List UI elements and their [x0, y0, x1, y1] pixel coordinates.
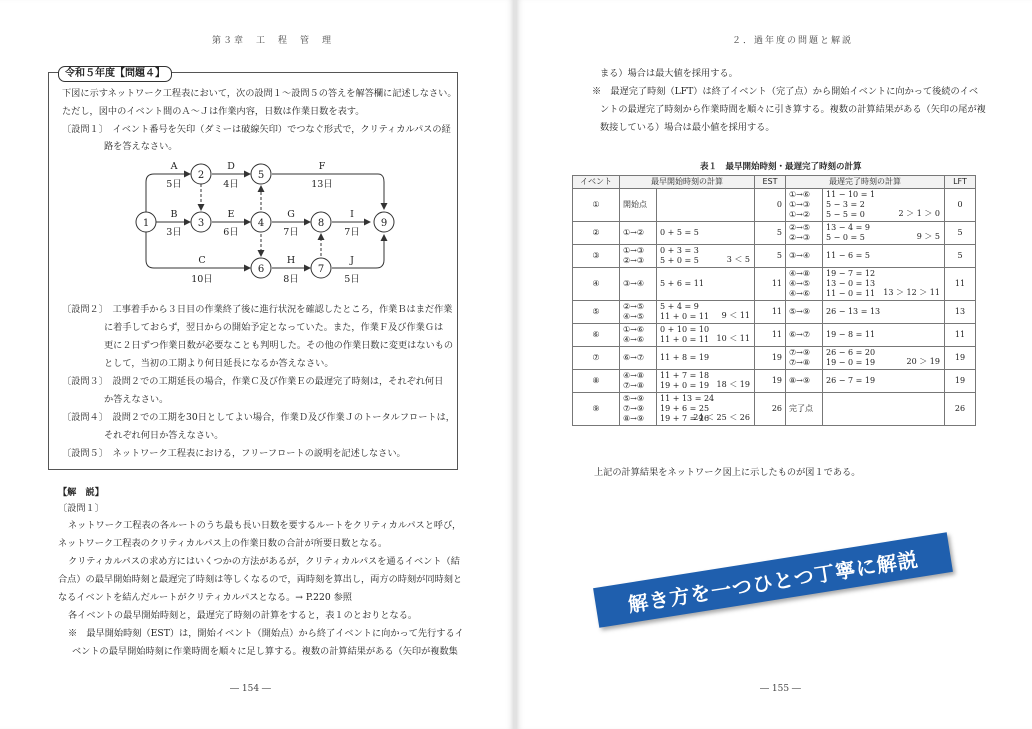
sol-line-1: ネットワーク工程表の各ルートのうち最も長い日数を要するルートをクリティカルパスと呼び， — [68, 520, 462, 531]
col-est: EST — [755, 176, 786, 189]
node-4-label: 4 — [257, 218, 265, 229]
act-A-name: A — [170, 161, 178, 172]
act-J-name: J — [350, 255, 354, 266]
lft-expr: 26 − 6 = 20 — [826, 348, 876, 357]
cell-lft-expr — [823, 393, 945, 426]
q3-line-1: 〔設問３〕 設問２での工期延長の場合，作業Ｃ及び作業Ｅの最遅完了時刻は，それぞれ何日 — [62, 376, 444, 387]
cell-lft-path — [786, 245, 823, 268]
table-row — [573, 393, 976, 426]
lft-path: ⑥→⑦ — [789, 330, 811, 339]
q1-line-1: 〔設問１〕 イベント番号を矢印（ダミーは破線矢印）でつなぐ形式で，クリティカルパスの経 — [62, 124, 451, 135]
left-running-header: 第３章 工 程 管 理 — [212, 36, 334, 46]
act-F-dur: 13日 — [311, 179, 333, 190]
lft-path: ②→③ — [789, 233, 811, 242]
cell-lft-path — [786, 370, 823, 393]
node-2-label: 2 — [197, 170, 205, 181]
est-path: ③→④ — [623, 279, 645, 288]
cell-est-expr — [657, 301, 755, 324]
lft-path: ②→⑤ — [789, 223, 811, 232]
promo-banner-text: 解き方を一つひとつ丁寧に解説 — [626, 546, 921, 617]
cell-est-expr — [657, 268, 755, 301]
cell-est-calc — [620, 324, 657, 347]
right-para-2: ※ 最遅完了時刻（LFT）は終了イベント（完了点）から開始イベントに向かって後続のイベ — [592, 86, 979, 97]
table-title: 表１ 最早開始時刻・最遅完了時刻の計算 — [700, 162, 862, 172]
est-path: ④→⑤ — [623, 312, 645, 321]
act-F-name: F — [318, 161, 326, 172]
q5-line-1: 〔設問５〕 ネットワーク工程表における，フリーフロートの説明を記述しなさい。 — [62, 448, 406, 459]
est-path: ①→③ — [623, 246, 645, 255]
node-3-label: 3 — [197, 218, 205, 229]
cell-lft-path — [786, 324, 823, 347]
est-compare: 3 ＜ 5 — [726, 255, 750, 264]
edge-J — [332, 235, 384, 268]
lft-path: ①→② — [789, 210, 811, 219]
cell-lft-expr — [823, 189, 945, 222]
act-H-dur: 8日 — [283, 274, 299, 285]
est-expr: 19 + 7 = 26 — [660, 414, 710, 423]
cell-lft-path — [786, 268, 823, 301]
cell-event: ⑥ — [573, 324, 620, 347]
cell-lft-expr — [823, 245, 945, 268]
calc-table — [572, 175, 976, 426]
cell-est-expr — [657, 245, 755, 268]
cell-event: ③ — [573, 245, 620, 268]
q2-line-4: として，当初の工期より何日延長になるか答えなさい。 — [104, 358, 334, 369]
table-row — [573, 222, 976, 245]
table-row — [573, 245, 976, 268]
est-expr: 19 + 0 = 19 — [660, 381, 710, 390]
act-B-name: B — [170, 209, 178, 220]
act-I-dur: 7日 — [344, 227, 360, 238]
est-path: ①→② — [623, 228, 645, 237]
cell-lft-expr — [823, 301, 945, 324]
est-expr: 5 + 0 = 5 — [660, 256, 699, 265]
est-expr: 11 + 0 = 11 — [660, 312, 710, 321]
lft-expr: 11 − 10 = 1 — [826, 190, 876, 199]
est-path: ⑦→⑧ — [623, 381, 645, 390]
lft-expr: 11 − 0 = 11 — [826, 289, 876, 298]
cell-est: 19 — [755, 370, 786, 393]
node-6-label: 6 — [257, 264, 265, 275]
act-I-name: I — [350, 209, 354, 220]
cell-est-expr — [657, 222, 755, 245]
network-diagram — [120, 152, 410, 292]
col-event: イベント — [573, 176, 620, 189]
cell-lft-expr — [823, 222, 945, 245]
est-expr: 0 + 10 = 10 — [660, 325, 710, 334]
lft-expr: 5 − 0 = 5 — [826, 233, 865, 242]
cell-event: ⑤ — [573, 301, 620, 324]
right-para-3: ントの最遅完了時刻から作業時間を順々に引き算する。複数の計算結果がある（矢印の尾が複 — [600, 104, 986, 115]
lft-path: ④→⑥ — [789, 289, 811, 298]
est-path: ①→⑥ — [623, 325, 645, 334]
solution-sub: 〔設問１〕 — [58, 503, 104, 514]
lft-path: ③→④ — [789, 251, 811, 260]
problem-tag: 令和５年度【問題４】 — [58, 66, 172, 82]
lft-expr: 19 − 8 = 11 — [826, 330, 876, 339]
cell-lft: 5 — [945, 222, 976, 245]
cell-lft-path — [786, 301, 823, 324]
cell-est-calc — [620, 393, 657, 426]
sol-line-8: ベントの最早開始時刻に作業時間を順々に足し算する。複数の計算結果がある（矢印が複数集 — [72, 646, 458, 657]
cell-lft: 11 — [945, 324, 976, 347]
node-9-label: 9 — [380, 218, 388, 229]
act-G-name: G — [287, 209, 295, 220]
act-C-dur: 10日 — [191, 274, 213, 285]
table-row — [573, 301, 976, 324]
cell-lft-expr — [823, 370, 945, 393]
lft-path: ⑦→⑨ — [789, 348, 811, 357]
cell-est-expr — [657, 393, 755, 426]
sol-line-2: ネットワーク工程表のクリティカルパス上の作業日数の合計が所要日数となる。 — [58, 538, 388, 549]
lft-expr: 5 − 5 = 0 — [826, 210, 865, 219]
cell-lft-path — [786, 393, 823, 426]
lft-compare: 13 ＞ 12 ＞ 11 — [883, 288, 940, 297]
lft-path: 完了点 — [789, 404, 813, 413]
table-row — [573, 347, 976, 370]
cell-est-expr — [657, 189, 755, 222]
cell-lft: 0 — [945, 189, 976, 222]
q4-line-2: それぞれ何日か答えなさい。 — [104, 430, 224, 441]
cell-lft: 19 — [945, 347, 976, 370]
lft-expr: 13 − 0 = 13 — [826, 279, 876, 288]
est-path: 開始点 — [623, 200, 647, 209]
est-path: ④→⑥ — [623, 335, 645, 344]
est-expr: 5 + 4 = 9 — [660, 302, 699, 311]
cell-est: 5 — [755, 245, 786, 268]
table-row — [573, 370, 976, 393]
lft-path: ①→③ — [789, 200, 811, 209]
right-para-4: 数接している）場合は最小値を採用する。 — [600, 122, 775, 133]
cell-est-calc — [620, 222, 657, 245]
est-expr: 11 + 13 = 24 — [660, 394, 715, 403]
cell-est-calc — [620, 189, 657, 222]
after-table-text: 上記の計算結果をネットワーク図上に示したものが図１である。 — [594, 467, 861, 478]
cell-est-calc — [620, 347, 657, 370]
est-compare: 10 ＜ 11 — [716, 334, 750, 343]
act-C-name: C — [198, 255, 206, 266]
lft-compare: 9 ＞ 5 — [916, 232, 940, 241]
q2-line-3: 更に２日ずつ作業日数が必要なことも判明した。その他の作業日数に変更はないもの — [104, 340, 454, 351]
node-7-label: 7 — [317, 264, 325, 275]
lft-path: ④→⑤ — [789, 279, 811, 288]
est-expr: 0 + 3 = 3 — [660, 246, 699, 255]
est-path: ④→⑧ — [623, 371, 645, 380]
q2-line-1: 〔設問２〕 工事着手から３日目の作業終了後に進行状況を確認したところ，作業Ｂはまだ作業 — [62, 304, 453, 315]
q2-line-2: に着手しておらず，翌日からの開始予定となっていた。また，作業Ｆ及び作業Ｇは — [104, 322, 444, 333]
act-B-dur: 3日 — [166, 227, 182, 238]
lft-compare: 20 ＞ 19 — [906, 357, 940, 366]
act-A-dur: 5日 — [166, 179, 182, 190]
cell-est: 26 — [755, 393, 786, 426]
est-expr: 5 + 6 = 11 — [660, 279, 704, 288]
cell-lft-expr — [823, 268, 945, 301]
est-path: ②→③ — [623, 256, 645, 265]
sol-line-3: クリティカルパスの求め方にはいくつかの方法があるが，クリティカルパスを通るイベント（結 — [68, 556, 460, 567]
cell-est: 5 — [755, 222, 786, 245]
right-para-1: まる）場合は最大値を採用する。 — [600, 68, 738, 79]
cell-event: ⑦ — [573, 347, 620, 370]
lft-expr: 11 − 6 = 5 — [826, 251, 870, 260]
cell-est-expr — [657, 324, 755, 347]
book-spine — [513, 0, 517, 729]
act-G-dur: 7日 — [283, 227, 299, 238]
intro-line-2: ただし，図中のイベント間のＡ～Ｊは作業内容，日数は作業日数を表す。 — [62, 106, 365, 117]
est-expr: 11 + 7 = 18 — [660, 371, 710, 380]
est-expr: 19 + 6 = 25 — [660, 404, 710, 413]
lft-expr: 26 − 13 = 13 — [826, 307, 881, 316]
node-5-label: 5 — [257, 170, 265, 181]
act-D-dur: 4日 — [223, 179, 239, 190]
cell-lft: 13 — [945, 301, 976, 324]
cell-event: ⑨ — [573, 393, 620, 426]
cell-est-calc — [620, 370, 657, 393]
act-E-name: E — [227, 209, 235, 220]
table-row — [573, 268, 976, 301]
lft-path: ⑤→⑨ — [789, 307, 811, 316]
lft-path: ⑧→⑨ — [789, 376, 811, 385]
lft-path: ⑦→⑧ — [789, 358, 811, 367]
est-compare: 18 ＜ 19 — [716, 380, 750, 389]
node-1-label: 1 — [142, 218, 150, 229]
col-lft: LFT — [945, 176, 976, 189]
lft-expr: 13 − 4 = 9 — [826, 223, 870, 232]
cell-lft: 11 — [945, 268, 976, 301]
lft-expr: 5 − 3 = 2 — [826, 200, 865, 209]
cell-est-expr — [657, 347, 755, 370]
lft-expr: 19 − 0 = 19 — [826, 358, 876, 367]
left-page-number: ― 154 ― — [230, 684, 271, 694]
est-expr: 11 + 0 = 11 — [660, 335, 710, 344]
lft-path: ①→⑥ — [789, 190, 811, 199]
est-path: ⑤→⑨ — [623, 394, 645, 403]
est-path: ⑧→⑨ — [623, 414, 645, 423]
cell-est-calc — [620, 268, 657, 301]
cell-event: ① — [573, 189, 620, 222]
cell-lft: 26 — [945, 393, 976, 426]
est-expr: 11 + 8 = 19 — [660, 353, 710, 362]
cell-lft-path — [786, 189, 823, 222]
cell-est-expr — [657, 370, 755, 393]
cell-est: 11 — [755, 301, 786, 324]
intro-line-1: 下図に示すネットワーク工程表において，次の設問１～設問５の答えを解答欄に記述しなさい。 — [62, 88, 457, 99]
col-est-calc: 最早開始時刻の計算 — [620, 176, 755, 189]
est-compare: 24 ＜ 25 ＜ 26 — [693, 413, 750, 422]
act-E-dur: 6日 — [223, 227, 239, 238]
lft-compare: 2 ＞ 1 ＞ 0 — [898, 209, 940, 218]
est-compare: 9 ＜ 11 — [721, 311, 750, 320]
est-path: ②→⑤ — [623, 302, 645, 311]
est-expr: 0 + 5 = 5 — [660, 228, 699, 237]
cell-est: 11 — [755, 324, 786, 347]
cell-est: 11 — [755, 268, 786, 301]
cell-event: ⑧ — [573, 370, 620, 393]
act-H-name: H — [286, 255, 296, 266]
cell-est-calc — [620, 245, 657, 268]
solution-heading: 【解 説】 — [58, 487, 104, 498]
cell-lft-expr — [823, 324, 945, 347]
act-J-dur: 5日 — [344, 274, 360, 285]
cell-lft-path — [786, 222, 823, 245]
cell-event: ④ — [573, 268, 620, 301]
table-row — [573, 189, 976, 222]
cell-lft-path — [786, 347, 823, 370]
cell-lft: 5 — [945, 245, 976, 268]
est-path: ⑦→⑨ — [623, 404, 645, 413]
lft-expr: 19 − 7 = 12 — [826, 269, 876, 278]
q3-line-2: か答えなさい。 — [104, 394, 169, 405]
cell-lft: 19 — [945, 370, 976, 393]
sol-line-7: ※ 最早開始時刻（EST）は，開始イベント（開始点）から終了イベントに向かって先行するイ — [68, 628, 464, 639]
q1-line-2: 路を答えなさい。 — [104, 141, 178, 152]
right-running-header: ２．過年度の問題と解説 — [732, 36, 854, 46]
q4-line-1: 〔設問４〕 設問２での工期を30日としてよい場合，作業Ｄ及び作業Ｊのトータルフロートは， — [62, 412, 455, 423]
col-lft-calc: 最遅完了時刻の計算 — [786, 176, 945, 189]
cell-event: ② — [573, 222, 620, 245]
lft-path: ④→⑧ — [789, 269, 811, 278]
node-8-label: 8 — [317, 218, 325, 229]
act-D-name: D — [227, 161, 235, 172]
table-row — [573, 324, 976, 347]
lft-expr: 26 − 7 = 19 — [826, 376, 876, 385]
cell-est-calc — [620, 301, 657, 324]
cell-est: 0 — [755, 189, 786, 222]
cell-lft-expr — [823, 347, 945, 370]
sol-line-5: なるイベントを結んだルートがクリティカルパスとなる。→ P.220 参照 — [58, 592, 352, 603]
est-path: ⑥→⑦ — [623, 353, 645, 362]
cell-est: 19 — [755, 347, 786, 370]
sol-line-4: 合点）の最早開始時刻と最遅完了時刻は等しくなるので，両時刻を算出し，両方の時刻が同時刻と — [58, 574, 463, 585]
right-page-number: ― 155 ― — [760, 684, 801, 694]
sol-line-6: 各イベントの最早開始時刻と，最遅完了時刻の計算をすると，表１のとおりとなる。 — [68, 610, 418, 621]
